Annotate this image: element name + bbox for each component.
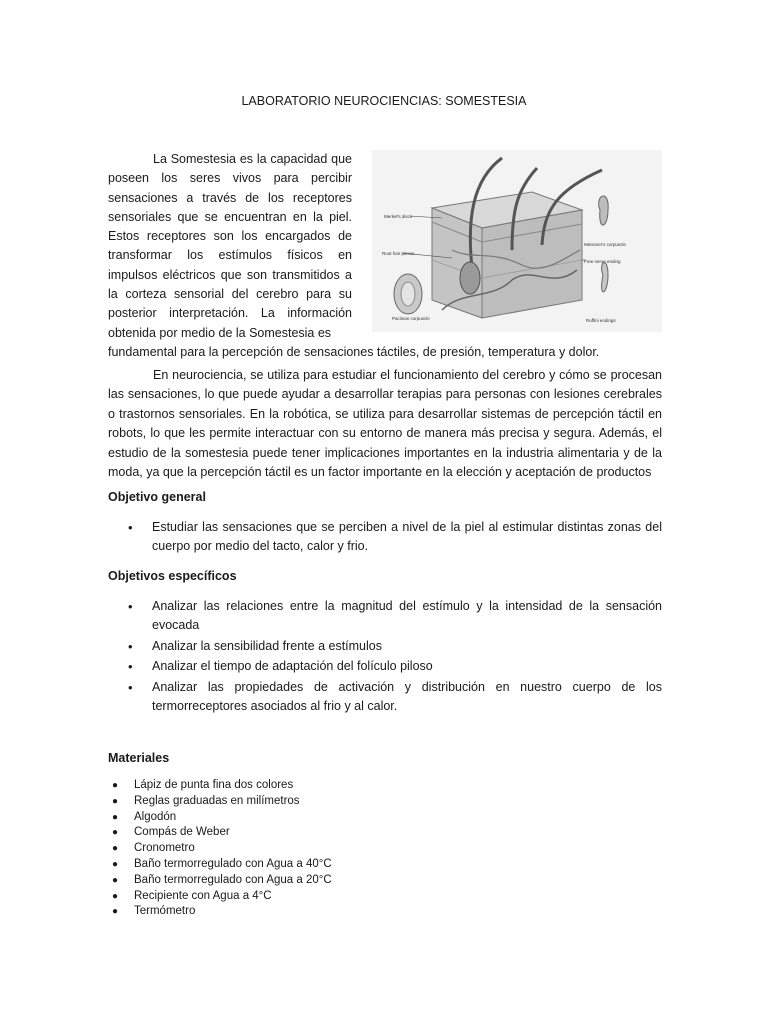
materiales-heading: Materiales bbox=[108, 751, 170, 765]
bullet-icon: • bbox=[128, 599, 133, 614]
skin-receptors-illustration bbox=[372, 150, 662, 332]
materiales-list bbox=[108, 778, 508, 920]
bullet-icon: ● bbox=[112, 843, 119, 855]
list-item: ● Termómetro bbox=[108, 904, 508, 920]
objetivos-especificos-list bbox=[108, 597, 662, 717]
list-item: ● Algodón bbox=[108, 810, 508, 826]
list-item: ● Lápiz de punta fina dos colores bbox=[108, 778, 508, 794]
objetivo-general-heading: Objetivo general bbox=[108, 490, 206, 504]
list-item: • Analizar las propiedades de activación y distribución en nuestro cuerpo de los termorreceptores asociados al frio y al calor. bbox=[128, 679, 662, 714]
list-item: ● Baño termorregulado con Agua a 20°C bbox=[108, 873, 508, 889]
objetivo-general-list bbox=[108, 518, 662, 558]
label-pacinian: Pacinian corpuscle bbox=[392, 316, 430, 321]
document-title: LABORATORIO NEUROCIENCIAS: SOMESTESIA bbox=[241, 94, 527, 108]
label-free-nerve: Free nerve ending bbox=[584, 259, 621, 264]
list-item: ● Cronometro bbox=[108, 841, 508, 857]
label-root-hair: Root hair plexus bbox=[382, 251, 415, 256]
label-meissner: Meissner's corpuscle bbox=[584, 242, 626, 247]
list-item: ● Baño termorregulado con Agua a 40°C bbox=[108, 857, 508, 873]
bullet-icon: ● bbox=[112, 780, 119, 791]
skin-receptors-figure bbox=[372, 150, 662, 332]
neuroscience-text: En neurociencia, se utiliza para estudiar el funcionamiento del cerebro y cómo se procesan las sensaciones, lo que puede ayudar a desarrollar terapias para personas con lesiones cerebrales o trastornos sensoriales. En la robótica, se utiliza para desarrollar sistemas de percepción táctil en robots, lo que les permite interactuar con su entorno de manera más precisa y segura. Además, el estudio de la somestesia puede tener implicaciones importantes en la industria alimentaria y de la moda, ya que la percepción táctil es un factor importante en la elección y aceptación de productos bbox=[108, 368, 662, 480]
label-ruffini: Ruffini endings bbox=[586, 318, 616, 323]
bullet-icon: ● bbox=[112, 858, 119, 870]
bullet-icon: ● bbox=[112, 795, 119, 807]
objetivos-especificos-heading: Objetivos específicos bbox=[108, 569, 237, 583]
list-item: • Estudiar las sensaciones que se perciben a nivel de la piel al estimular distintas zonas del cuerpo por medio del tacto, calor y frio. bbox=[128, 520, 662, 554]
bullet-icon: ● bbox=[112, 890, 119, 902]
bullet-icon: • bbox=[128, 679, 133, 695]
list-item: • Analizar el tiempo de adaptación del folículo piloso bbox=[108, 657, 662, 676]
bullet-icon: • bbox=[128, 520, 133, 535]
neuroscience-paragraph bbox=[108, 366, 662, 482]
bullet-icon: • bbox=[128, 659, 133, 675]
intro-text: La Somestesia es la capacidad que poseen los seres vivos para percibir sensaciones a través de los receptores sensoriales que se encuentran en la piel. Estos receptores son los encargados de transformar los estímulos físicos en impulsos eléctricos que son transmitidos a la corteza sensorial del cerebro para su posterior interpretación. La información obtenida por medio de la Somestesia es bbox=[108, 152, 352, 340]
intro-paragraph bbox=[108, 150, 352, 343]
bullet-icon: ● bbox=[112, 906, 119, 918]
bullet-icon: ● bbox=[112, 811, 119, 823]
intro-tail: fundamental para la percepción de sensaciones táctiles, de presión, temperatura y dolor. bbox=[108, 344, 600, 359]
list-item: • Analizar la sensibilidad frente a estímulos bbox=[108, 637, 662, 656]
list-item: • Analizar las relaciones entre la magnitud del estímulo y la intensidad de la sensación evocada bbox=[128, 599, 662, 633]
label-merkel: Merkel's discs bbox=[384, 214, 413, 219]
list-item: ● Reglas graduadas en milímetros bbox=[108, 794, 508, 810]
bullet-icon: ● bbox=[112, 827, 119, 839]
list-item: ● Compás de Weber bbox=[108, 825, 508, 841]
bullet-icon: ● bbox=[112, 874, 119, 886]
bullet-icon: • bbox=[128, 638, 133, 654]
list-item: ● Recipiente con Agua a 4°C bbox=[108, 889, 508, 905]
